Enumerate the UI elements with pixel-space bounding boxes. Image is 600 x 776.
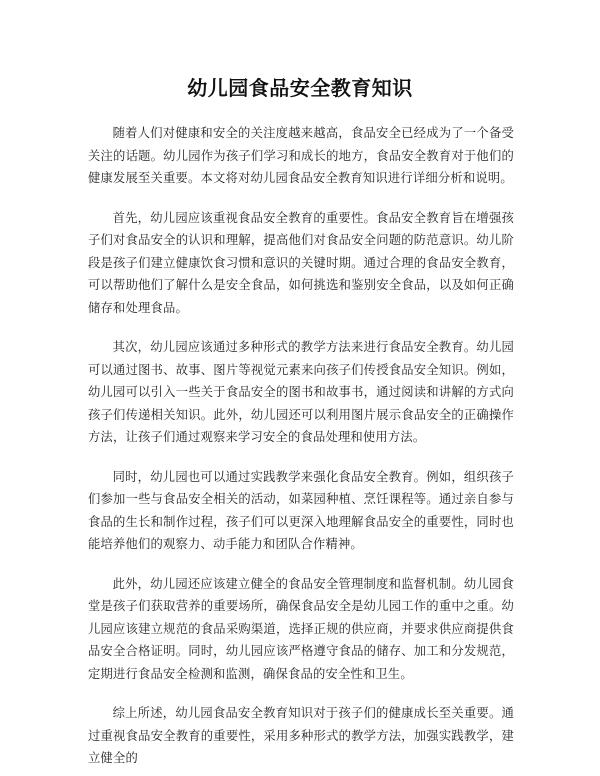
paragraph-practice: 同时，幼儿园也可以通过实践教学来强化食品安全教育。例如，组织孩子们参加一些与食品安全相关的活动，如菜园种植、烹饪课程等。通过亲自参与食品的生长和制作过程，孩子们可以更深入地理解食品安全的重要性，同时也能培养他们的观察力、动手能力和团队合作精神。 (88, 469, 514, 551)
paragraph-importance: 首先，幼儿园应该重视食品安全教育的重要性。食品安全教育旨在增强孩子们对食品安全的认识和理解，提高他们对食品安全问题的防范意识。幼儿阶段是孩子们建立健康饮食习惯和意识的关键时期。通过合理的食品安全教育，可以帮助他们了解什么是安全食品，如何挑选和鉴别安全食品，以及如何正确储存和处理食品。 (88, 210, 514, 315)
paragraph-management: 此外，幼儿园还应该建立健全的食品安全管理制度和监督机制。幼儿园食堂是孩子们获取营养的重要场所，确保食品安全是幼儿园工作的重中之重。幼儿园应该建立规范的食品采购渠道，选择正规的供应商，并要求供应商提供食品安全合格证明。同时，幼儿园应该严格遵守食品的储存、加工和分发规范，定期进行食品安全检测和监测，确保食品的安全性和卫生。 (88, 576, 514, 681)
paragraph-conclusion: 综上所述，幼儿园食品安全教育知识对于孩子们的健康成长至关重要。通过重视食品安全教育的重要性，采用多种形式的教学方法，加强实践教学，建立健全的 (88, 706, 514, 765)
paragraph-teaching-methods: 其次，幼儿园应该通过多种形式的教学方法来进行食品安全教育。幼儿园可以通过图书、故事、图片等视觉元素来向孩子们传授食品安全知识。例如，幼儿园可以引入一些关于食品安全的图书和故事书，通过阅读和讲解的方式向孩子们传递相关知识。此外，幼儿园还可以利用图片展示食品安全的正确操作方法，让孩子们通过观察来学习安全的食品处理和使用方法。 (88, 340, 514, 444)
document-body (88, 122, 514, 776)
paragraph-intro: 随着人们对健康和安全的关注度越来越高，食品安全已经成为了一个备受关注的话题。幼儿园作为孩子们学习和成长的地方，食品安全教育对于他们的健康发展至关重要。本文将对幼儿园食品安全教育知识进行详细分析和说明。 (88, 126, 514, 185)
page-title: 幼儿园食品安全教育知识 (187, 76, 413, 100)
